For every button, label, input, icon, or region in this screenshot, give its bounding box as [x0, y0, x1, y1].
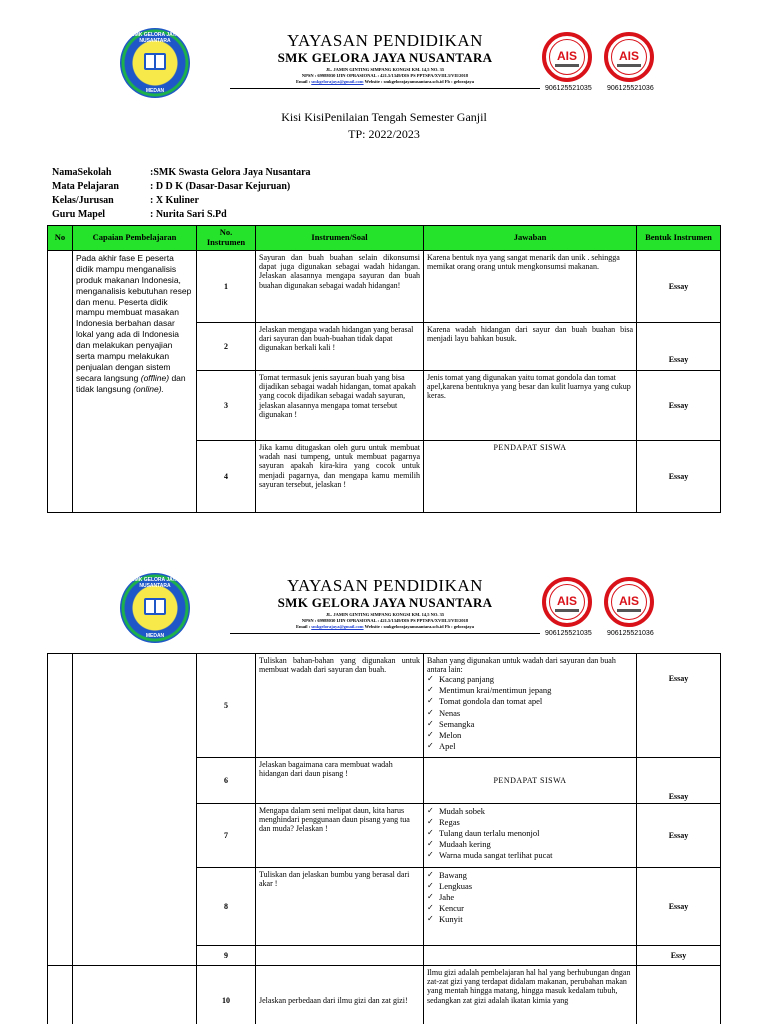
list-item: ✓ Regas: [427, 817, 633, 828]
list-item: ✓ Melon: [427, 730, 633, 741]
row-no-cell: [48, 966, 73, 1024]
letterhead: [0, 0, 768, 100]
col-bentuk: Bentuk Instrumen: [637, 226, 721, 251]
instrument-type: Essay: [637, 654, 721, 758]
school-license: NPSN : 69988030 IJIN OPRASIONAL : 421.5/1349/DIS PS PPTSPA/XVIII.3/VII/2018: [301, 618, 469, 623]
question-text: Jika kamu ditugaskan oleh guru untuk membuat wadah nasi tumpeng, untuk membuat pagarnya sayuran apakah kira-kira yang cocok untuk menjadi pagarnya, dan mengapa kamu memilih sayuran tersebut, jelaskan !: [256, 441, 424, 513]
answer-intro: Bahan yang digunakan untuk wadah dari sayuran dan buah antara lain:: [427, 656, 616, 675]
school-address: JL. JAMIN GINTING SIMPANG KONGSI KM. 14,5 NO. 35: [325, 67, 445, 72]
answer-text: [424, 946, 637, 966]
capaian-cell: Pada akhir fase E peserta didik mampu menganalisis produk makanan Indonesia, menganalisis kebutuhan resep dan menu. Peserta didik mampu membuat masakan Indonesia berbahan dasar lokal yang ada di Indonesia dan melakukan penyajian serta mampu melakukan penjualan dengan sistem secara langsung (offline) dan tidak langsung (online).: [73, 251, 197, 513]
question-text: [256, 946, 424, 966]
instrument-number: 9: [197, 946, 256, 966]
instrument-type: Essay: [637, 323, 721, 371]
question-text: Jelaskan perbedaan dari ilmu gizi dan zat gizi!: [256, 966, 424, 1024]
logo-ring-text: SMK GELORA JAYA NUSANTARA: [131, 577, 179, 589]
document-page-2: [0, 545, 768, 1024]
instrument-number: 8: [197, 868, 256, 946]
book-icon: [144, 598, 166, 615]
list-item: ✓ Kunyit: [427, 914, 633, 925]
question-text: Jelaskan bagaimana cara membuat wadah hidangan dari daun pisang !: [256, 758, 424, 804]
row-no-cell: [48, 654, 73, 966]
question-text: Tomat termasuk jenis sayuran buah yang bisa dijadikan sebagai wadah hidangan, tomat apakah yang cocok dijadikan sebagai wadah sayuran, jelaskan alasannya mengapa tomat tersebut digunakan !: [256, 371, 424, 441]
instrument-type: Essy: [637, 946, 721, 966]
list-item: ✓ Tomat gondola dan tomat apel: [427, 696, 633, 707]
list-item: ✓ Bawang: [427, 870, 633, 881]
list-item: ✓ Apel: [427, 741, 633, 752]
answer-cell: [424, 654, 637, 758]
col-no: No: [48, 226, 73, 251]
document-title: Kisi KisiPenilaian Tengah Semester Ganjil: [281, 110, 487, 124]
row-no-cell: [48, 251, 73, 513]
instrument-number: 2: [197, 323, 256, 371]
table-row: [48, 654, 721, 758]
cert-number: 906125521035: [545, 85, 592, 92]
instrument-type: Essay: [637, 804, 721, 868]
instrument-number: 4: [197, 441, 256, 513]
question-text: Mengapa dalam seni melipat daun, kita harus menghindari penggunaan daun pisang yang tua dan muda? Jelaskan !: [256, 804, 424, 868]
instrument-type: Essay: [637, 868, 721, 946]
list-item: ✓ Mentimun krai/mentimun jepang: [427, 685, 633, 696]
logo-ring-city: MEDAN: [145, 633, 165, 639]
school-license: NPSN : 69988030 IJIN OPRASIONAL : 421.5/1349/DIS PS PPTSPA/XVIII.3/VII/2018: [301, 73, 469, 78]
instrument-type: Essay: [637, 251, 721, 323]
school-name: SMK GELORA JAYA NUSANTARA: [277, 595, 493, 610]
iso-cert-badge: AIS: [542, 577, 592, 627]
col-soal: Instrumen/Soal: [256, 226, 424, 251]
col-jawaban: Jawaban: [424, 226, 637, 251]
logo-ring-city: MEDAN: [145, 88, 165, 94]
table-row: [48, 251, 721, 323]
instrument-number: 10: [197, 966, 256, 1024]
capaian-cell: [73, 654, 197, 966]
school-address: JL. JAMIN GINTING SIMPANG KONGSI KM. 14,5 NO. 35: [325, 612, 445, 617]
list-item: ✓ Tulang daun terlalu menonjol: [427, 828, 633, 839]
header-rule: [230, 633, 540, 634]
answer-text: Jenis tomat yang digunakan yaitu tomat gondola dan tomat apel,karena bentuknya yang besar dan kulit luarnya yang cukup keras.: [424, 371, 637, 441]
cert-number: 906125521036: [607, 630, 654, 637]
document-page-1: SMK GELORA JAYA NUSANTARA MEDAN YAYASAN PENDIDIKAN SMK GELORA JAYA NUSANTARA JL. JAMIN GINTING SIMPANG KONGSI KM. 14,5 NO. 35 NPSN : 69988030 IJIN OPRASIONAL : 421.5/1349/DIS PS PPTSPA/XVIII.3/VII/2018 Email : smkgelorajaya@gmail.com Website : smkgelorajayanusantara.sch.id Fb : gelorajaya AIS AIS 906125521035 906125521036 Kisi KisiPenilaian Tengah Semester Ganjil TP: 2022/2023 NamaSekolah :SMK Swasta Gelora Jaya Nusantara Mata Pelajaran : D D K (Dasar-Dasar Kejuruan) Kelas/Jurusan : X Kuliner Guru Mapel : Nurita Sari S.Pd No Capaian Pembelajaran No. Instrumen Instrumen/Soal Jawaban Bentuk Instrumen Pada akhir fase E peserta didik mampu menganalisis produk makanan Indonesia, menganalisis kebutuhan resep dan menu. Peserta didik mampu membuat masakan Indonesia berbahan dasar lokal yang ada di Indonesia dan melakukan penyajian serta mampu melakukan penjualan dengan sistem secara langsung (offline) dan tidak langsung (online). 1 Sayuran dan buah buahan selain dikonsumsi dapat juga digunakan sebagai wadah hidangan. Jelaskan alasannya mengapa sayuran dan buah buahan digunakan sebagai wadah hidangan! Karena bentuk nya yang sangat menarik dan unik . sehingga memikat orang orang untuk mengkonsumsi makanan. Essay 2 Jelaskan mengapa wadah hidangan yang berasal dari sayuran dan buah-buahan tidak dapat digunakan berkali kali ! Karena wadah hidangan dari sayur dan buah buahan bisa menjadi layu bahkan busuk. Essay 3 Tomat termasuk jenis sayuran buah yang bisa dijadikan sebagai wadah hidangan, tomat apakah yang cocok dijadikan sebagai wadah sayuran, jelaskan alasannya mengapa tomat tersebut digunakan ! Jenis tomat yang digunakan yaitu tomat gondola dan tomat apel,karena bentuknya yang besar dan kulit luarnya yang cukup keras. Essay 4 Jika kamu ditugaskan oleh guru untuk membuat wadah nasi tumpeng, untuk membuat pagarnya sayuran apakah kira-kira yang cocok untuk menjadi pagarnya, dan mengapa kamu memilih sayuran tersebut, jelaskan ! PENDAPAT SISWA Essay: [0, 0, 768, 545]
list-item: ✓ Warna muda sangat terlihat pucat: [427, 850, 633, 861]
question-text: Tuliskan dan jelaskan bumbu yang berasal dari akar !: [256, 868, 424, 946]
org-name: YAYASAN PENDIDIKAN: [287, 576, 483, 595]
question-text: Tuliskan bahan-bahan yang digunakan untuk membuat wadah dari sayuran dan buah.: [256, 654, 424, 758]
iso-cert-badge: AIS: [604, 32, 654, 82]
iso-cert-badge: AIS: [604, 577, 654, 627]
instrument-number: 5: [197, 654, 256, 758]
cert-number: 906125521036: [607, 85, 654, 92]
list-item: ✓ Kencur: [427, 903, 633, 914]
question-text: Jelaskan mengapa wadah hidangan yang berasal dari sayuran dan buah-buahan tidak dapat digunakan berkali kali !: [256, 323, 424, 371]
kisi-table-continued: [47, 653, 721, 1024]
answer-text: Karena wadah hidangan dari sayur dan buah buahan bisa menjadi layu bahkan busuk.: [424, 323, 637, 371]
instrument-number: 3: [197, 371, 256, 441]
col-no-instrumen: No. Instrumen: [197, 226, 256, 251]
kisi-table: [47, 225, 721, 513]
instrument-type: Essay: [637, 371, 721, 441]
col-cp: Capaian Pembelajaran: [73, 226, 197, 251]
list-item: ✓ Mudaah kering: [427, 839, 633, 850]
school-logo: [120, 573, 190, 643]
letterhead: [0, 545, 768, 645]
table-header-row: [48, 226, 721, 251]
school-logo: [120, 28, 190, 98]
table-row: [48, 966, 721, 1024]
list-item: ✓ Lengkuas: [427, 881, 633, 892]
email-link[interactable]: smkgelorajaya@gmail.com: [311, 624, 364, 629]
school-name: SMK GELORA JAYA NUSANTARA: [277, 50, 493, 65]
list-item: ✓ Mudah sobek: [427, 806, 633, 817]
logo-ring-text: SMK GELORA JAYA NUSANTARA: [131, 32, 179, 44]
instrument-number: 1: [197, 251, 256, 323]
instrument-number: 7: [197, 804, 256, 868]
question-text: Sayuran dan buah buahan selain dikonsumsi dapat juga digunakan sebagai wadah hidangan. Jelaskan alasannya mengapa sayuran dan buah buahan digunakan sebagai wadah hidangan!: [256, 251, 424, 323]
document-year: TP: 2022/2023: [348, 127, 420, 141]
list-item: ✓ Kacang panjang: [427, 674, 633, 685]
answer-text: PENDAPAT SISWA: [424, 441, 637, 513]
email-link[interactable]: smkgelorajaya@gmail.com: [311, 79, 364, 84]
answer-cell: [424, 804, 637, 868]
capaian-cell: [73, 966, 197, 1024]
header-rule: [230, 88, 540, 89]
instrument-type: Essay: [637, 441, 721, 513]
list-item: ✓ Jahe: [427, 892, 633, 903]
school-contact: Email : smkgelorajaya@gmail.com Website : smkgelorajayanusantara.sch.id Fb : gelorajaya: [296, 624, 474, 629]
instrument-number: 6: [197, 758, 256, 804]
list-item: ✓ Nenas: [427, 708, 633, 719]
list-item: ✓ Semangka: [427, 719, 633, 730]
answer-list: [427, 806, 633, 861]
cert-number: 906125521035: [545, 630, 592, 637]
answer-list: [427, 870, 633, 925]
answer-text: Karena bentuk nya yang sangat menarik dan unik . sehingga memikat orang orang untuk mengkonsumsi makanan.: [424, 251, 637, 323]
instrument-type: Essay: [637, 758, 721, 804]
answer-list: [427, 674, 633, 751]
instrument-type: [637, 966, 721, 1024]
school-contact: Email : smkgelorajaya@gmail.com Website : smkgelorajayanusantara.sch.id Fb : gelorajaya: [296, 79, 474, 84]
org-name: YAYASAN PENDIDIKAN: [287, 31, 483, 50]
answer-text: PENDAPAT SISWA: [424, 758, 637, 804]
book-icon: [144, 53, 166, 70]
answer-text: Ilmu gizi adalah pembelajaran hal hal yang berhubungan dngan zat-zat gizi yang terdapat didalam makanan, perubahan makan yang mentah hingga matang, hingga masuk kedalam tubuh, sedangkan zat gizi adalah ikatan kimia yang: [424, 966, 637, 1024]
answer-cell: [424, 868, 637, 946]
iso-cert-badge: AIS: [542, 32, 592, 82]
